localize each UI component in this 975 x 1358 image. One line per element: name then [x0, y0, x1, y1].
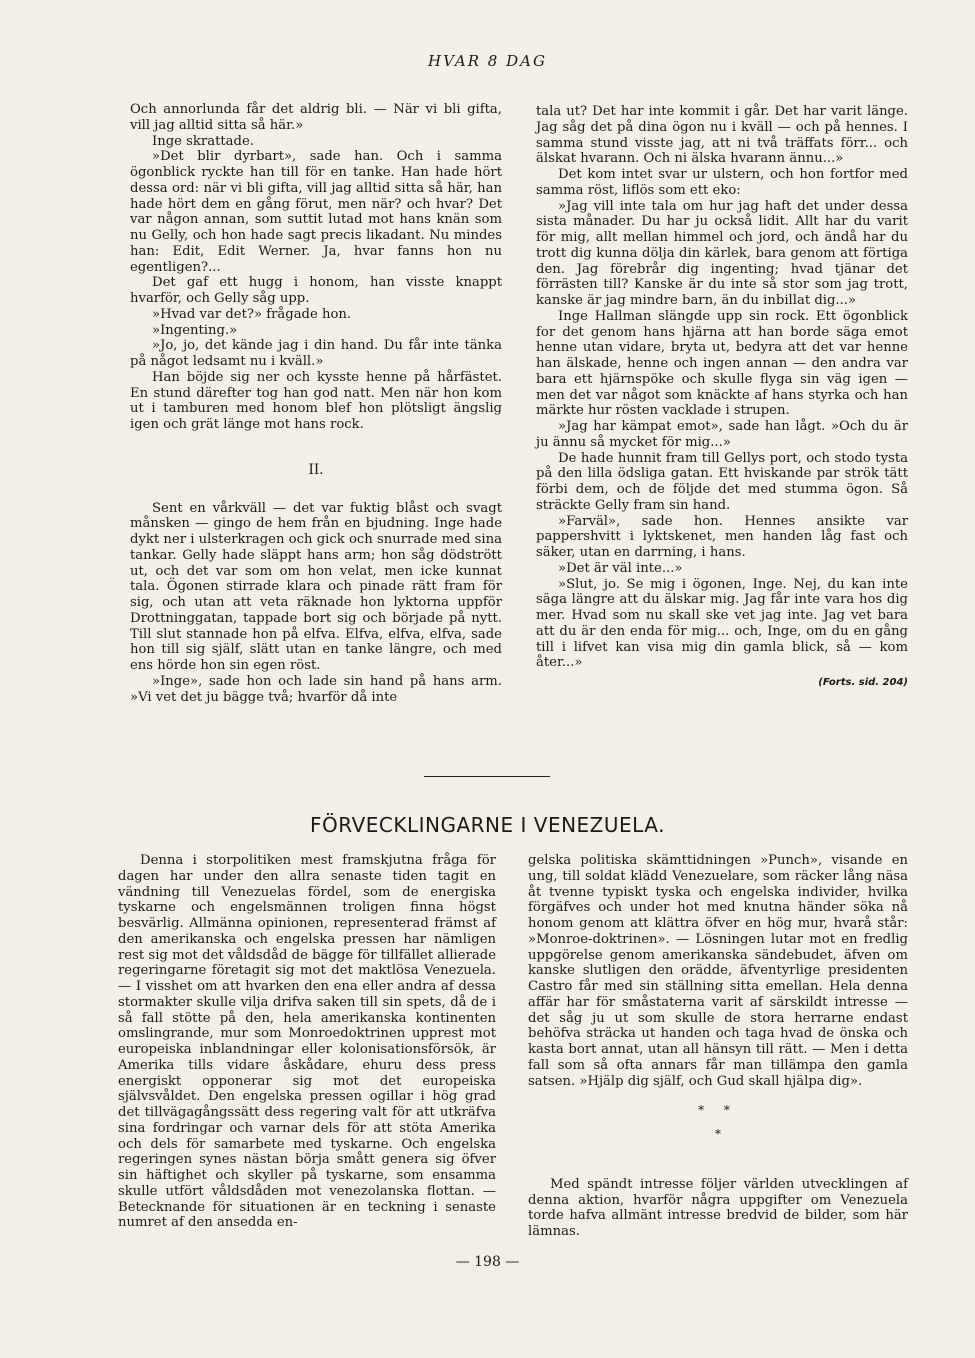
asterism-top: * *	[698, 1103, 738, 1118]
story-paragraph: »Farväl», sade hon. Hennes ansikte var pappershvitt i lyktskenet, men handen låg fast och säker, utan en darrning, i hans.	[536, 513, 908, 560]
story-paragraph: »Hvad var det?» frågade hon.	[152, 306, 352, 322]
article-title: FÖRVECKLINGARNE I VENEZUELA.	[310, 813, 665, 837]
article-paragraph: gelska politiska skämttidningen »Punch», visande en ung, till soldat klädd Venezuelare, som räcker lång näsa åt tvenne typiskt tyska och engelska individer, hvilka förgäfves och under hot med knutna händer söka nå honom genom att klättra öfver en hög mur, hvarå står: »Monroe-doktrinen». — Lösningen lutar mot en fredlig uppgörelse genom amerikanska sändebudet, äfven om kanske slutligen den orädde, äfventyrlige presidenten Castro får med sin ställning sitta emellan. Hela denna affär har för småstaterna varit af särskildt intresse — det såg ju ut som skulle de stora herrarne endast behöfva sträcka ut handen och taga hvad de önska och kasta bort annat, utan all hänsyn till rätt. — Men i detta fall som så ofta annars får man tillämpa den gamla satsen. »Hjälp dig själf, och Gud skall hjälpa dig».	[528, 853, 908, 1089]
page-number: — 198 —	[455, 1254, 520, 1270]
story-paragraph: »Ingenting.»	[152, 322, 238, 338]
story-paragraph: »Jo, jo, det kände jag i din hand. Du får inte tänka på något ledsamt nu i kväll.»	[130, 338, 502, 369]
section-number: II.	[308, 461, 324, 478]
story-paragraph: Inge skrattade.	[152, 133, 254, 149]
story-paragraph: Och annorlunda får det aldrig bli. — När vi bli gifta, vill jag alltid sitta så här.»	[130, 102, 502, 133]
story-paragraph: »Det är väl inte...»	[558, 560, 683, 576]
story-paragraph: »Jag vill inte tala om hur jag haft det under dessa sista månader. Du har ju också lidit. Allt har du varit för mig, allt mellan himmel och jord, och ändå har du trott dig kunna dölja din kärlek, bara genom att förtiga den. Jag förebrår dig ingenting; hvad tjänar det förrästen till? Kanske är du inte så stor som jag trott, kanske är jag mindre barn, än du inbillat dig...»	[536, 198, 908, 308]
article-paragraph: Denna i storpolitiken mest framskjutna fråga för dagen har under den allra senaste tiden tagit en vändning till Venezuelas fördel, som de energiska tyskarne och engelsmännen troligen finna högst besvärlig. Allmänna opinionen, representerad främst af den amerikanska och engelska pressen har nämligen rest sig mot det våldsdåd de bägge för tillfället allierade regeringarne företagit sig mot det maktlösa Venezuela. — I visshet om att hvarken den ena eller andra af dessa stormakter skulle vilja drifva saken till sin spets, då de i så fall stötte på den, hela amerikanska kontinenten omslingrande, mur som Monroedoktrinen upprest mot europeiska inblandningar eller kolonisationsförsök, är Amerika tills vidare åskådare, ehuru dess press energiskt opponerar sig mot det europeiska självsvåldet. Den engelska pressen ogillar i hög grad det tillvägagångssätt dess regering valt för att utkräfva sina fordringar och varnar dels för att stöta Amerika och dels för samarbete med tyskarne. Och engelska regeringen synes nästan börja smått genera sig öfver sin häftighet och skyller på tyskarne, som ensamma skulle utfört våldsdåden mot venezolanska flottan. — Betecknande för situationen är en teckning i senaste numret af den ansedda en-	[118, 853, 496, 1231]
story-paragraph: Han böjde sig ner och kysste henne på hårfästet. En stund därefter tog han god natt. Men när hon kom ut i tamburen med honom blef hon plötsligt ängslig igen och grät länge mot hans rock.	[130, 369, 502, 432]
story-paragraph: Sent en vårkväll — det var fuktig blåst och svagt månsken — gingo de hem från en bjudning. Inge hade dykt ner i ulsterkragen och gick och snurrade med sina tankar. Gelly hade släppt hans arm; hon såg dödstrött ut, och det var som om hon velat, men icke kunnat tala. Ögonen stirrade klara och pinade rätt fram för sig, och utan att veta räknade hon lyktorna uppför Drottninggatan, tappade bort sig och började på nytt. Till slut stannade hon på elfva. Elfva, elfva, elfva, sade hon till sig själf, slätt utan en tanke längre, och med ens hörde hon sin egen röst.	[130, 500, 502, 673]
story-paragraph: »Inge», sade hon och lade sin hand på hans arm. »Vi vet det ju bägge två; hvarför då inte	[130, 673, 502, 705]
story-paragraph: Det kom intet svar ur ulstern, och hon fortfor med samma röst, liflös som ett eko:	[536, 167, 908, 198]
article-column-right	[528, 853, 908, 1240]
story-paragraph: Det gaf ett hugg i honom, han visste knappt hvarför, och Gelly såg upp.	[130, 275, 502, 306]
story-column-left	[130, 102, 502, 705]
story-column-right	[536, 104, 908, 691]
running-header: HVAR 8 DAG	[428, 52, 547, 70]
story-paragraph: »Det blir dyrbart», sade han. Och i samma ögonblick ryckte han till för en tanke. Han hade hört dessa ord: när vi bli gifta, vill jag alltid sitta så här, han hade hört dem en gång förut, men när? och hvar? Det var någon annan, som suttit lutad mot hans knän som nu Gelly, och hon hade sagt precis likadant. Nu mindes han: Edit, Edit Werner. Ja, hvar fanns hon nu egentligen?...	[130, 149, 502, 275]
asterism-bottom: *	[715, 1127, 721, 1141]
story-paragraph: De hade hunnit fram till Gellys port, och stodo tysta på den lilla ödsliga gatan. Ett hviskande par strök tätt förbi dem, och de följde det med stumma ögon. Så sträckte Gelly fram sin hand.	[536, 450, 908, 513]
story-paragraph: »Jag har kämpat emot», sade han lågt. »Och du är ju ännu så mycket för mig...»	[536, 419, 908, 450]
continued-note: (Forts. sid. 204)	[818, 677, 908, 688]
article-column-left	[118, 853, 496, 1231]
article-paragraph: Med spändt intresse följer världen utvecklingen af denna aktion, hvarför några uppgifter om Venezuela torde hafva allmänt intresse bredvid de bilder, som här lämnas.	[528, 1176, 908, 1239]
section-divider	[424, 776, 550, 777]
story-paragraph: »Slut, jo. Se mig i ögonen, Inge. Nej, du kan inte säga längre att du älskar mig. Jag får inte vara hos dig mer. Hvad som nu skall ske vet jag inte. Jag vet bara att du är den enda för mig... och, Inge, om du en gång till i lifvet kan visa mig din gamla blick, så — kom åter...»	[536, 576, 908, 671]
story-paragraph: tala ut? Det har inte kommit i går. Det har varit länge. Jag såg det på dina ögon nu i kväll — och på hennes. I samma stund visste jag, att ni två träffats förr... och älskat hvarann. Och ni älska hvarann ännu...»	[536, 104, 908, 167]
story-paragraph: Inge Hallman slängde upp sin rock. Ett ögonblick for det genom hans hjärna att han borde säga emot henne utan vidare, bryta ut, bedyra att det var henne han älskade, henne och ingen annan — den andra var bara ett hjärnspöke och skulle flyga sin väg igen — men det var något som knäckte af hans styrka och han märkte hur rösten vacklade i strupen.	[536, 308, 908, 419]
